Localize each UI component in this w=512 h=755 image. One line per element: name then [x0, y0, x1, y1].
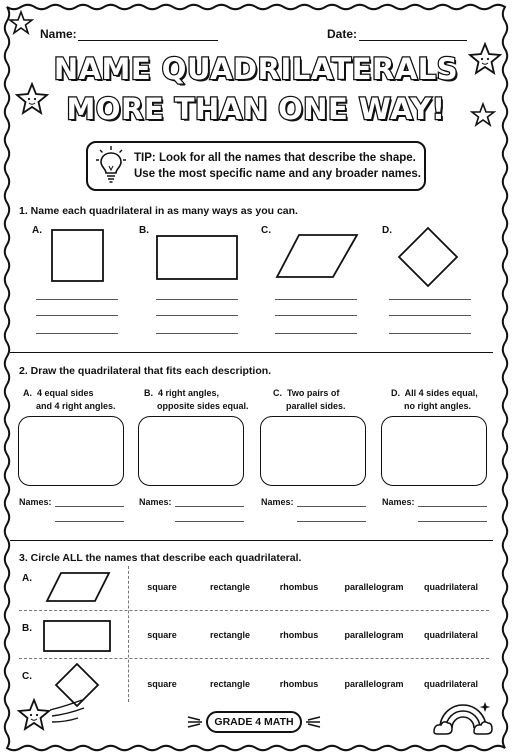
q1-c-answer-line[interactable]: [275, 315, 357, 316]
rainbow-icon: [432, 694, 494, 738]
names-line-d[interactable]: [418, 506, 487, 507]
q1-a-answer-line[interactable]: [36, 333, 118, 334]
drawing-box-b[interactable]: [138, 416, 244, 486]
grade-badge: GRADE 4 MATH: [206, 711, 302, 733]
names-label-a: Names:: [19, 497, 52, 507]
row-divider: [19, 610, 489, 611]
parallelogram-shape: [45, 571, 111, 603]
q3-b-option-quadrilateral[interactable]: quadrilateral: [423, 630, 479, 640]
q1-b-answer-line[interactable]: [156, 299, 238, 300]
section-divider: [10, 540, 493, 541]
names-line-b[interactable]: [175, 506, 244, 507]
q1-b-answer-line[interactable]: [156, 315, 238, 316]
title-line-1: NAME QUADRILATERALS: [53, 52, 459, 86]
q3-c-option-parallelogram[interactable]: parallelogram: [344, 679, 404, 689]
q3-b-option-rectangle[interactable]: rectangle: [209, 630, 251, 640]
q2-item-b-line-2: opposite sides equal.: [157, 401, 249, 411]
q1-d-answer-line[interactable]: [389, 315, 471, 316]
title-line-2: MORE THAN ONE WAY!: [66, 92, 446, 126]
names-label-c: Names:: [261, 497, 294, 507]
q3-c-option-rectangle[interactable]: rectangle: [209, 679, 251, 689]
q2-item-b-line-1: B. 4 right angles,: [144, 388, 220, 398]
tip-box: [86, 141, 426, 191]
date-line[interactable]: [359, 40, 467, 41]
q1-a-answer-line[interactable]: [36, 315, 118, 316]
q3-a-option-rectangle[interactable]: rectangle: [209, 582, 251, 592]
q3-a-option-square[interactable]: square: [147, 582, 177, 592]
rectangle-shape: [155, 234, 239, 280]
q3-b-option-square[interactable]: square: [147, 630, 177, 640]
row-divider: [19, 658, 489, 659]
names-line-b[interactable]: [175, 521, 244, 522]
names-line-d[interactable]: [418, 521, 487, 522]
names-label-d: Names:: [382, 497, 415, 507]
sparkle-lines-icon: [186, 714, 204, 730]
drawing-box-d[interactable]: [381, 416, 487, 486]
q3-a-option-rhombus[interactable]: rhombus: [279, 582, 319, 592]
tip-text-line-1: Look for all the names that describe the shape.: [158, 152, 416, 164]
column-divider: [128, 566, 129, 702]
q1-b-answer-line[interactable]: [156, 333, 238, 334]
q1-c-answer-line[interactable]: [275, 333, 357, 334]
name-line[interactable]: [78, 40, 218, 41]
q3-letter-a: A.: [22, 573, 32, 584]
q2-item-c-line-1: C. Two pairs of: [273, 388, 340, 398]
q1-letter-b: B.: [139, 225, 149, 236]
star-icon: [8, 10, 34, 36]
tip-text-line-2: Use the most specific name and any broader names.: [134, 168, 421, 180]
parallelogram-shape: [275, 233, 359, 279]
question-1-heading: 1. Name each quadrilateral in as many ways as you can.: [19, 205, 298, 217]
names-line-c[interactable]: [297, 506, 366, 507]
q3-a-option-parallelogram[interactable]: parallelogram: [344, 582, 404, 592]
names-line-a[interactable]: [55, 506, 124, 507]
question-3-heading: 3. Circle ALL the names that describe each quadrilateral.: [19, 552, 302, 564]
q2-item-c-line-2: parallel sides.: [286, 401, 346, 411]
q1-letter-d: D.: [382, 225, 392, 236]
rhombus-shape: [397, 226, 459, 288]
drawing-box-a[interactable]: [18, 416, 124, 486]
q1-letter-a: A.: [32, 225, 42, 236]
tip-label: TIP:: [134, 152, 156, 164]
q2-item-a-line-2: and 4 right angles.: [36, 401, 116, 411]
q3-c-option-quadrilateral[interactable]: quadrilateral: [423, 679, 479, 689]
names-line-c[interactable]: [297, 521, 366, 522]
q1-d-answer-line[interactable]: [389, 333, 471, 334]
q3-letter-c: C.: [22, 671, 32, 682]
q2-item-a-line-1: A. 4 equal sides: [23, 388, 94, 398]
q1-letter-c: C.: [261, 225, 271, 236]
drawing-box-c[interactable]: [260, 416, 366, 486]
q2-item-d-line-2: no right angles.: [404, 401, 472, 411]
q1-c-answer-line[interactable]: [275, 299, 357, 300]
name-label: Name:: [40, 27, 77, 41]
q3-c-option-rhombus[interactable]: rhombus: [279, 679, 319, 689]
q3-a-option-quadrilateral[interactable]: quadrilateral: [423, 582, 479, 592]
q3-letter-b: B.: [22, 623, 32, 634]
date-label: Date:: [327, 27, 358, 41]
q1-d-answer-line[interactable]: [389, 299, 471, 300]
rectangle-shape: [42, 619, 112, 653]
q1-a-answer-line[interactable]: [36, 299, 118, 300]
q3-b-option-rhombus[interactable]: rhombus: [279, 630, 319, 640]
names-label-b: Names:: [139, 497, 172, 507]
names-line-a[interactable]: [55, 521, 124, 522]
section-divider: [10, 352, 493, 353]
q3-c-option-square[interactable]: square: [147, 679, 177, 689]
lightbulb-icon: [94, 144, 128, 188]
q3-b-option-parallelogram[interactable]: parallelogram: [344, 630, 404, 640]
q2-item-d-line-1: D. All 4 sides equal,: [391, 388, 478, 398]
square-shape: [50, 228, 106, 284]
sparkle-lines-icon: [304, 714, 322, 730]
shooting-star-icon: [14, 696, 86, 740]
question-2-heading: 2. Draw the quadrilateral that fits each description.: [19, 365, 272, 377]
